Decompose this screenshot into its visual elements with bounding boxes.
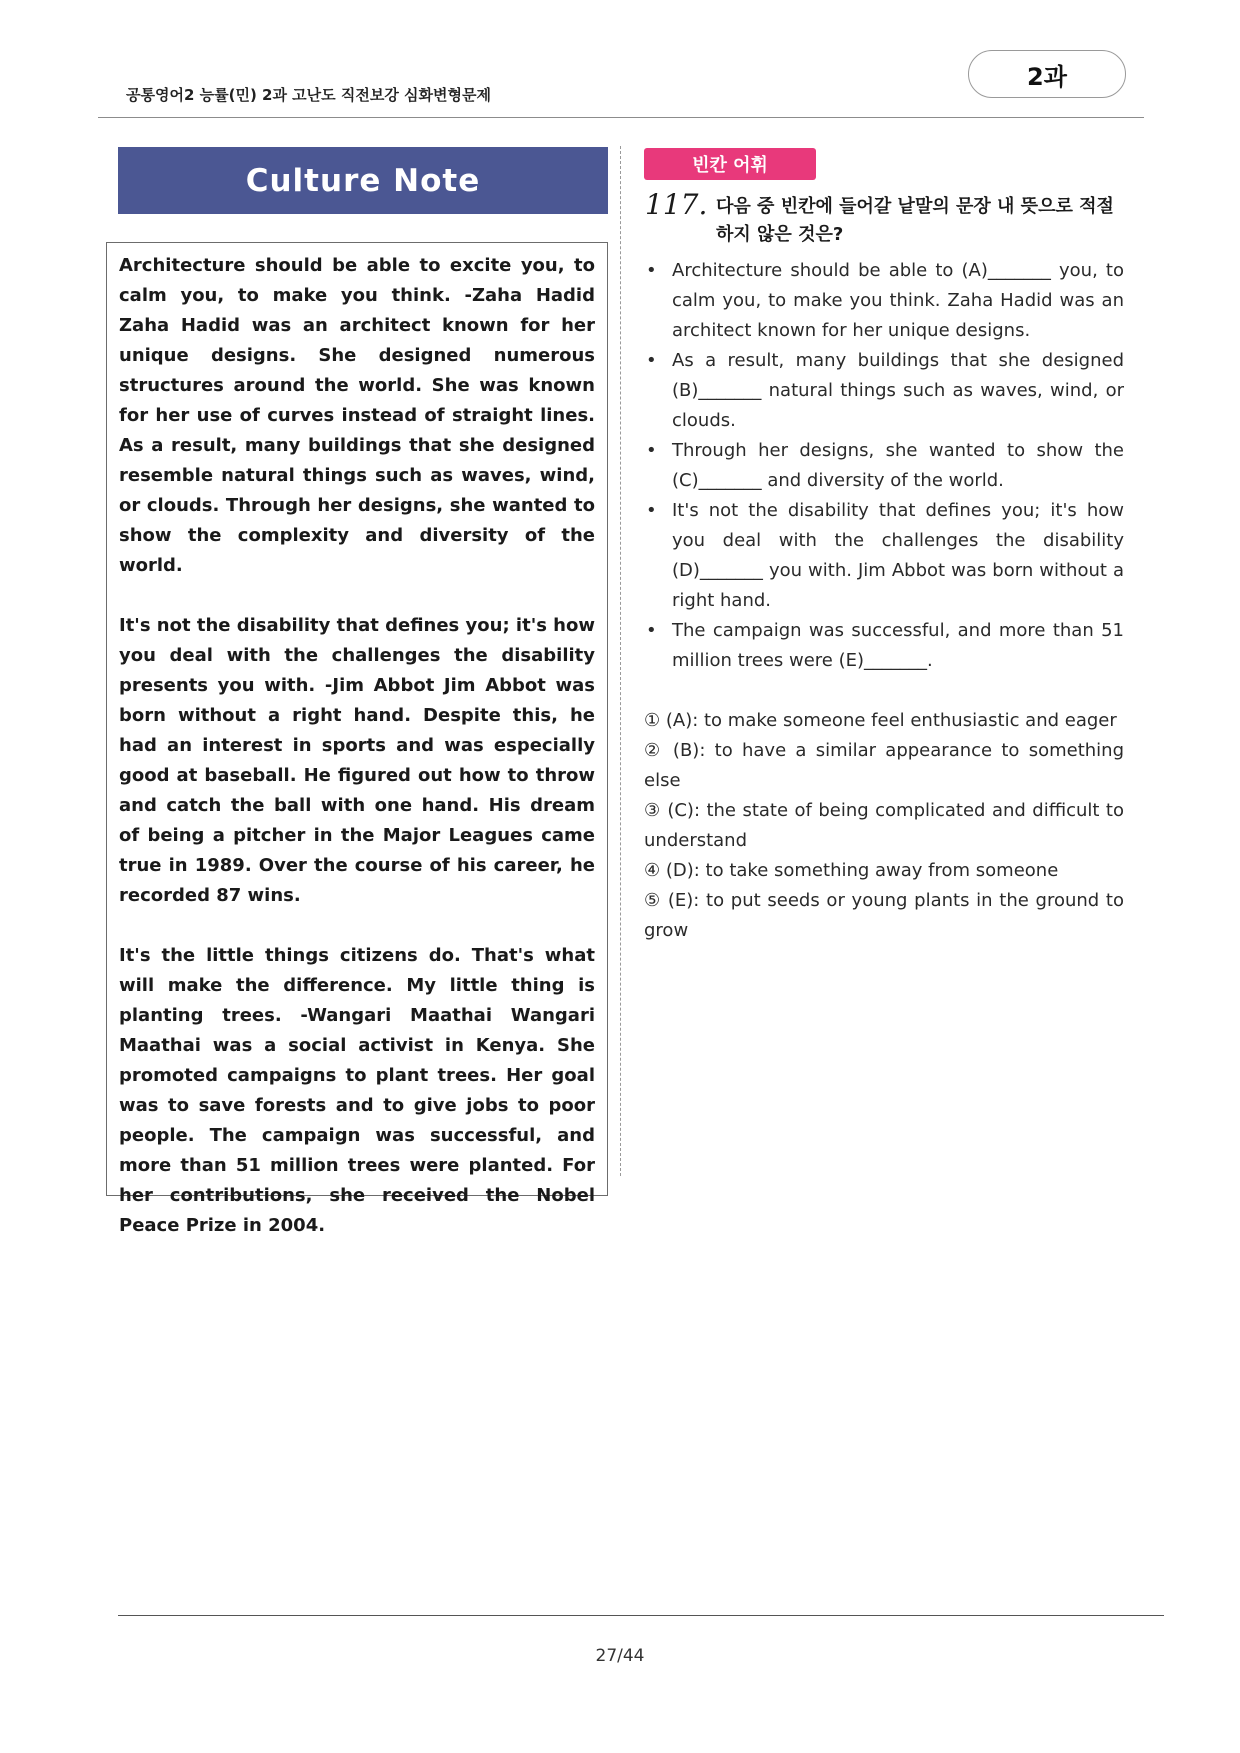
bullet-icon: •: [646, 260, 657, 281]
column-divider: [620, 146, 621, 1176]
answer-option-5[interactable]: ⑤ (E): to put seeds or young plants in the ground to grow: [644, 890, 1124, 941]
answer-option-1[interactable]: ① (A): to make someone feel enthusiastic and eager: [644, 710, 1117, 731]
answer-option-2[interactable]: ② (B): to have a similar appearance to something else: [644, 740, 1124, 791]
answer-options: [644, 706, 1124, 946]
bullet-icon: •: [646, 620, 657, 641]
list-item: [644, 256, 1124, 346]
bullet-icon: •: [646, 440, 657, 461]
footer-divider: [118, 1615, 1164, 1616]
question-number: 117.: [645, 188, 708, 221]
header-divider: [98, 117, 1144, 118]
question-category-tag: 빈칸 어휘: [644, 148, 816, 180]
lesson-badge: 2과: [968, 50, 1126, 98]
answer-option-3[interactable]: ③ (C): the state of being complicated and difficult to understand: [644, 800, 1124, 851]
sentence-b: As a result, many buildings that she designed (B)_______ natural things such as waves, wind, or clouds.: [672, 350, 1124, 431]
page-number: 27/44: [595, 1646, 645, 1666]
question-sentence-list: [644, 256, 1124, 676]
sentence-e: The campaign was successful, and more than 51 million trees were (E)_______.: [672, 620, 1124, 671]
bullet-icon: •: [646, 350, 657, 371]
culture-note-banner: Culture Note: [118, 147, 608, 214]
answer-option-4[interactable]: ④ (D): to take something away from someone: [644, 860, 1059, 881]
culture-note-box: [106, 242, 608, 1236]
sentence-d: It's not the disability that defines you; it's how you deal with the challenges the disability (D)_______ you with. Jim Abbot was born without a right hand.: [672, 500, 1124, 611]
list-item: [644, 496, 1124, 616]
bullet-icon: •: [646, 500, 657, 521]
sentence-a: Architecture should be able to (A)_______ you, to calm you, to make you think. Zaha Hadid was an architect known for her unique designs.: [672, 260, 1124, 341]
list-item: [644, 436, 1124, 496]
sentence-c: Through her designs, she wanted to show the (C)_______ and diversity of the world.: [672, 440, 1124, 491]
culture-paragraph-wangari-maathai: It's the little things citizens do. That's what will make the difference. My little thing is planting trees. -Wangari Maathai Wangari Maathai was a social activist in Kenya. She promoted campaigns to plant trees. Her goal was to save forests and to give jobs to poor people. The campaign was successful, and more than 51 million trees were planted. For her contributions, she received the Nobel Peace Prize in 2004.: [119, 945, 595, 1236]
culture-paragraph-jim-abbot: It's not the disability that defines you; it's how you deal with the challenges the disability presents you with. -Jim Abbot Jim Abbot was born without a right hand. Despite this, he had an interest in sports and was especially good at baseball. He figured out how to throw and catch the ball with one hand. His dream of being a pitcher in the Major Leagues came true in 1989. Over the course of his career, he recorded 87 wins.: [119, 615, 595, 906]
list-item: [644, 346, 1124, 436]
document-header-title: 공통영어2 능률(민) 2과 고난도 직전보강 심화변형문제: [126, 86, 491, 104]
culture-paragraph-zaha-hadid: Architecture should be able to excite you, to calm you, to make you think. -Zaha Hadid Zaha Hadid was an architect known for her unique designs. She designed numerous structures around the world. She was known for her use of curves instead of straight lines. As a result, many buildings that she designed resemble natural things such as waves, wind, or clouds. Through her designs, she wanted to show the complexity and diversity of the world.: [119, 255, 595, 576]
list-item: [644, 616, 1124, 676]
question-prompt: 다음 중 빈칸에 들어갈 낱말의 문장 내 뜻으로 적절하지 않은 것은?: [716, 196, 1114, 245]
